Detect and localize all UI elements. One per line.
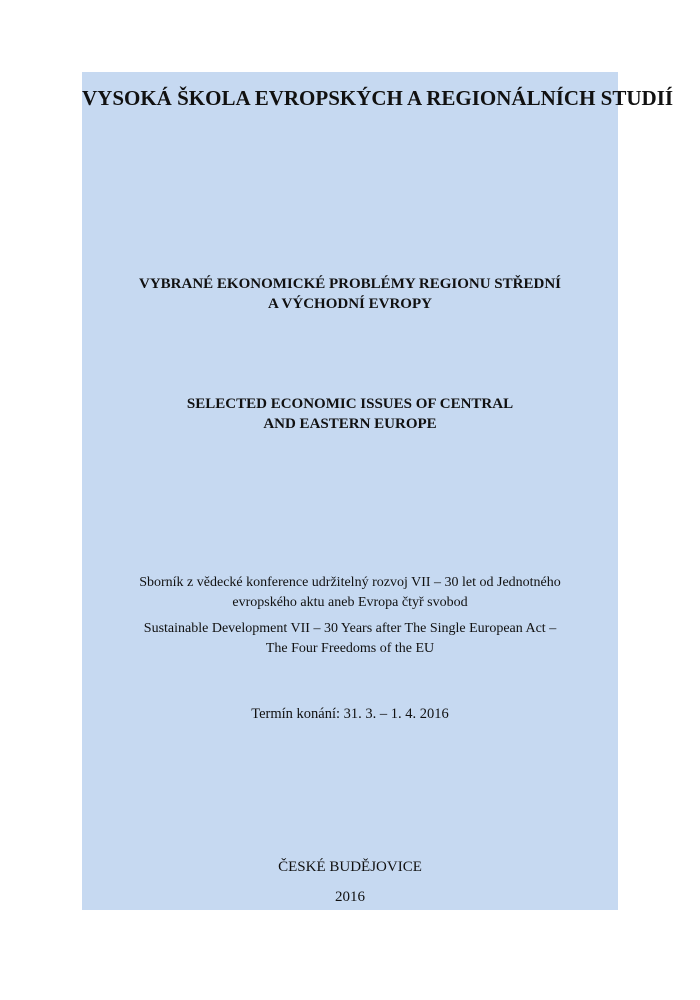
conference-dates: Termín konání: 31. 3. – 1. 4. 2016 [251, 706, 449, 722]
publication-city: ČESKÉ BUDĚJOVICE [278, 859, 422, 875]
institution-name: VYSOKÁ ŠKOLA EVROPSKÝCH A REGIONÁLNÍCH STUDIÍ [82, 86, 674, 110]
title-czech [82, 274, 618, 314]
publication-year: 2016 [335, 889, 365, 905]
title-english-line-1: SELECTED ECONOMIC ISSUES OF CENTRAL [186, 396, 514, 412]
proceedings-english-line-2: The Four Freedoms of the EU [265, 641, 435, 656]
proceedings-czech-line-1: Sborník z vědecké konference udržitelný rozvoj VII – 30 let od Jednotného [139, 575, 561, 590]
title-czech-line-2: A VÝCHODNÍ EVROPY [268, 296, 432, 312]
cover-panel [82, 72, 674, 910]
title-english-line-2: AND EASTERN EUROPE [263, 416, 437, 432]
proceedings-czech-line-2: evropského aktu aneb Evropa čtyř svobod [232, 595, 468, 610]
title-english [82, 394, 618, 434]
proceedings-english-line-1: Sustainable Development VII – 30 Years after The Single European Act – [143, 621, 557, 636]
title-czech-line-1: VYBRANÉ EKONOMICKÉ PROBLÉMY REGIONU STŘEDNÍ [139, 276, 561, 292]
proceedings-english [82, 619, 618, 659]
proceedings-czech [82, 573, 618, 613]
